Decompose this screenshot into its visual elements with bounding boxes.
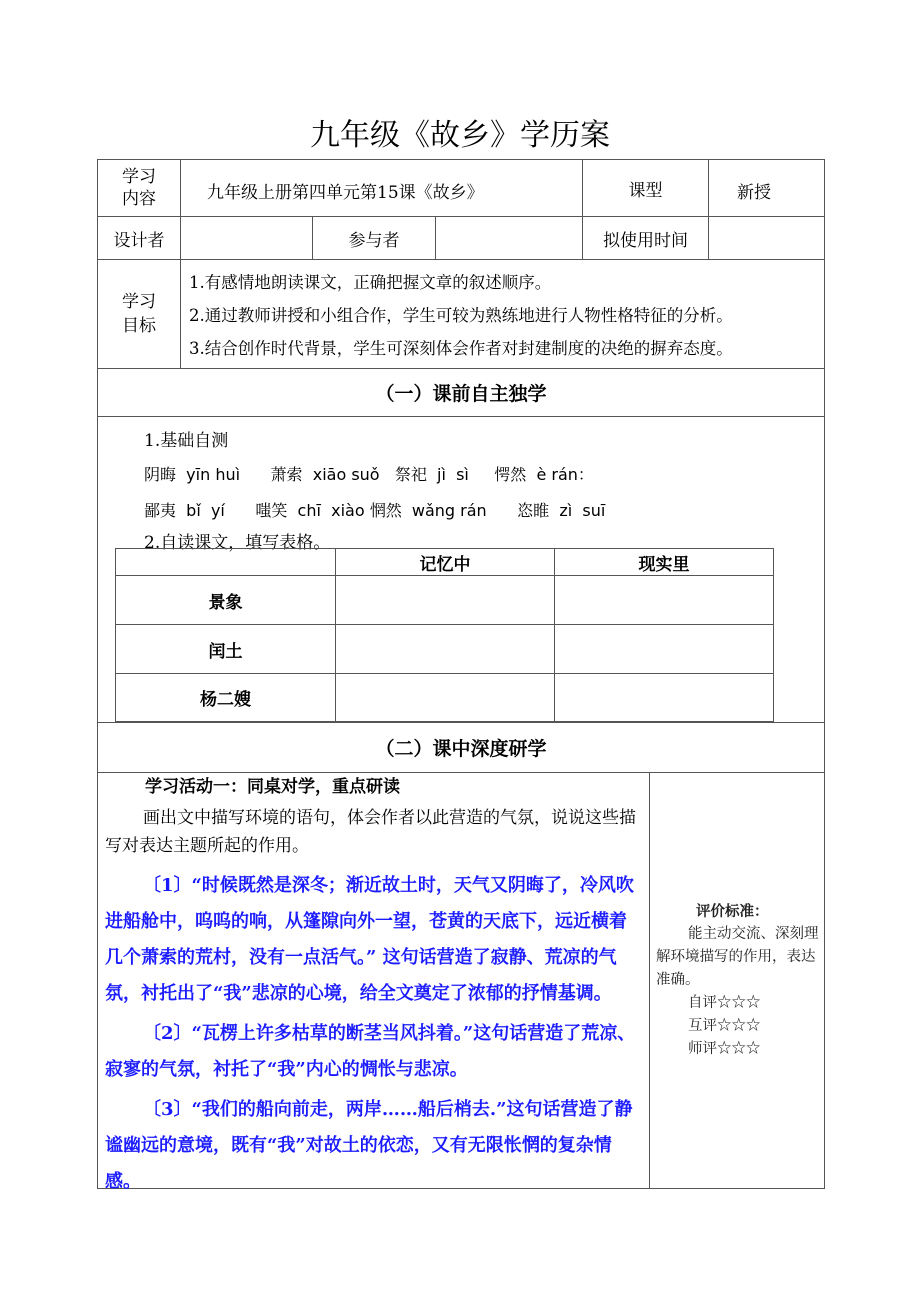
fill-table-cell[interactable] bbox=[554, 673, 774, 722]
participant-label: 参与者 bbox=[312, 216, 436, 260]
q1-label: 1.基础自测 bbox=[144, 431, 229, 451]
designer-label: 设计者 bbox=[97, 216, 181, 260]
teacher-rating[interactable]: 师评☆☆☆ bbox=[688, 1041, 761, 1057]
answer-3: 〔3〕“我们的船向前走，两岸……船后梢去.”这句话营造了静谧幽远的意境，既有“我”对故土的依恋，又有无限怅惘的复杂情感。 bbox=[105, 1099, 633, 1192]
fill-table-header: 记忆中 bbox=[335, 548, 555, 576]
fill-table-header bbox=[115, 548, 336, 576]
criteria-title: 评价标准： bbox=[696, 903, 769, 920]
goals-label: 学习 目标 bbox=[97, 259, 181, 369]
section1-header: （一）课前自主独学 bbox=[97, 368, 825, 417]
fill-table-cell[interactable] bbox=[335, 673, 555, 722]
time-label: 拟使用时间 bbox=[582, 216, 709, 260]
fill-table-cell[interactable] bbox=[554, 575, 774, 625]
designer-field[interactable] bbox=[180, 216, 313, 260]
answer-1: 〔1〕“时候既然是深冬；渐近故土时，天气又阴晦了，冷风吹进船舱中，呜呜的响，从篷隙向外一望，苍黄的天底下，远近横着几个萧索的荒村，没有一点活气。” 这句话营造了寂静、荒凉的气氛，衬托出了“我”悲凉的心境，给全文奠定了浓郁的抒情基调。 bbox=[105, 875, 634, 1004]
activity-instruction: 画出文中描写环境的语句，体会作者以此营造的气氛，说说这些描写对表达主题所起的作用。 bbox=[105, 808, 636, 856]
goals-list bbox=[180, 259, 825, 369]
pinyin-line-1: 阴晦 yīn huì 萧索 xiāo suǒ 祭祀 jì sì 愕然 è rán： bbox=[144, 465, 594, 484]
fill-table-cell[interactable] bbox=[335, 575, 555, 625]
fill-table-header: 现实里 bbox=[554, 548, 774, 576]
goal-item: 3.结合创作时代背景，学生可深刻体会作者对封建制度的决绝的摒弃态度。 bbox=[189, 339, 733, 358]
fill-table-row-label: 杨二嫂 bbox=[115, 673, 336, 722]
page-title: 九年级《故乡》学历案 bbox=[310, 118, 610, 153]
pinyin-line-2: 鄙夷 bǐ yí 嗤笑 chī xiào 惘然 wǎng rán 恣睢 zì suī bbox=[144, 501, 606, 520]
fill-table-cell[interactable] bbox=[554, 624, 774, 674]
peer-rating[interactable]: 互评☆☆☆ bbox=[688, 1018, 761, 1034]
type-label: 课型 bbox=[582, 159, 709, 217]
goal-item: 1.有感情地朗读课文，正确把握文章的叙述顺序。 bbox=[189, 273, 552, 292]
goal-item: 2.通过教师讲授和小组合作，学生可较为熟练地进行人物性格特征的分析。 bbox=[189, 306, 733, 325]
fill-table-cell[interactable] bbox=[335, 624, 555, 674]
q2-label: 2.自读课文，填写表格。 bbox=[144, 533, 331, 553]
answer-2: 〔2〕“瓦楞上许多枯草的断茎当风抖着。”这句话营造了荒凉、寂寥的气氛，衬托了“我”内心的惆怅与悲凉。 bbox=[105, 1023, 636, 1080]
fill-table-row-label: 闰土 bbox=[115, 624, 336, 674]
criteria-text: 能主动交流、深刻理解环境描写的作用，表达准确。 bbox=[656, 926, 819, 988]
fill-table-row-label: 景象 bbox=[115, 575, 336, 625]
content-value: 九年级上册第四单元第15课《故乡》 bbox=[180, 159, 583, 217]
type-value: 新授 bbox=[708, 159, 825, 217]
section2-header: （二）课中深度研学 bbox=[97, 722, 825, 773]
content-label: 学习 内容 bbox=[97, 159, 181, 217]
participant-field[interactable] bbox=[435, 216, 583, 260]
time-field[interactable] bbox=[708, 216, 825, 260]
activity-title: 学习活动一：同桌对学，重点研读 bbox=[145, 777, 400, 797]
self-rating[interactable]: 自评☆☆☆ bbox=[688, 995, 761, 1011]
